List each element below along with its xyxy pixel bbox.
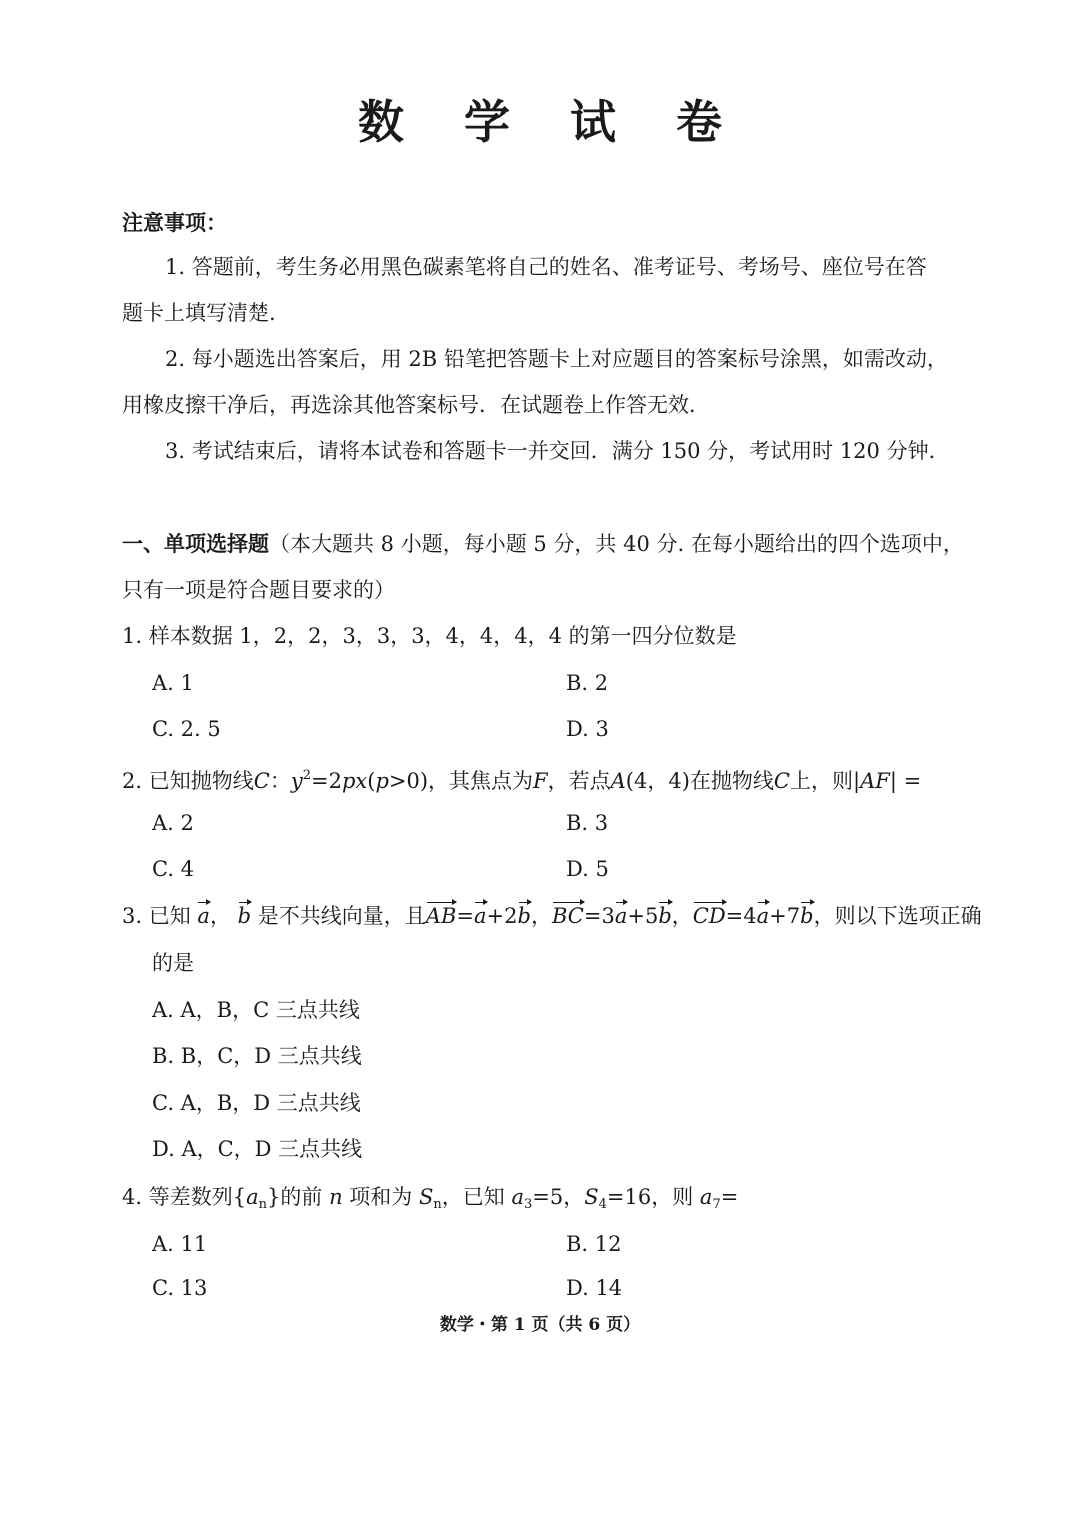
notice-item-1-line-2: 题卡上填写清楚. (122, 301, 276, 325)
question-4-option-d: D. 14 (566, 1276, 623, 1300)
question-4-option-b: B. 12 (566, 1232, 622, 1256)
question-4-option-a: A. 11 (152, 1232, 208, 1256)
question-2-option-c: C. 4 (152, 857, 195, 881)
vector-b: b (238, 901, 251, 931)
notice-item-3: 3. 考试结束后，请将本试卷和答题卡一并交回．满分 150 分，考试用时 120 分钟． (165, 439, 950, 463)
question-2-option-b: B. 3 (566, 811, 609, 835)
page-footer: 数学・第 1 页（共 6 页） (439, 1315, 641, 1335)
question-3-stem-line-2: 的是 (152, 951, 194, 975)
section-1-heading-line (122, 529, 964, 559)
question-4-stem: 4. 等差数列$\{a_n\}$的前 n 项和为 $S_n$，已知 $a_3=5$，$S_4=16$，则 $a_7=$ (122, 1185, 739, 1212)
question-3-option-a: A. A，B，C 三点共线 (152, 998, 360, 1022)
page-title: 数 学 试 卷 (357, 95, 745, 149)
notice-item-2-line-2: 用橡皮擦干净后，再选涂其他答案标号．在试题卷上作答无效． (122, 393, 710, 417)
question-1-option-d: D. 3 (566, 717, 609, 741)
notice-item-2-line-1: 2. 每小题选出答案后，用 2B 铅笔把答题卡上对应题目的答案标号涂黑，如需改动， (165, 347, 948, 371)
question-2-option-d: D. 5 (566, 857, 609, 881)
vector-ab: AB (426, 901, 457, 931)
question-1-option-c: C. 2. 5 (152, 717, 221, 741)
vector-a: a (197, 901, 210, 931)
notice-item-1-line-1: 1. 答题前，考生务必用黑色碳素笔将自己的姓名、准考证号、考场号、座位号在答 (165, 255, 927, 279)
section-1-description-line-2: 只有一项是符合题目要求的） (122, 578, 395, 602)
question-3-stem: 3. 已知 a， b 是不共线向量，且AB=a+2b，BC=3a+5b，CD=4a+7b，则以下选项正确 (122, 901, 982, 931)
question-3-option-b: B. B，C，D 三点共线 (152, 1044, 362, 1068)
vector-cd: CD (693, 901, 726, 931)
question-4-option-c: C. 13 (152, 1276, 208, 1300)
notice-heading: 注意事项： (122, 210, 227, 235)
question-2-option-a: A. 2 (152, 811, 194, 835)
question-3-option-d: D. A，C，D 三点共线 (152, 1137, 363, 1161)
vector-bc: BC (552, 901, 584, 931)
question-3-option-c: C. A，B，D 三点共线 (152, 1091, 361, 1115)
question-1-option-a: A. 1 (152, 671, 194, 695)
question-1-stem: 1. 样本数据 1，2，2，3，3，3，4，4，4，4 的第一四分位数是 (122, 624, 737, 648)
section-1-heading: 一、单项选择题 (122, 531, 269, 556)
section-1-description: （本大题共 8 小题，每小题 5 分，共 40 分. 在每小题给出的四个选项中， (269, 532, 964, 556)
question-2-stem: 2. 已知抛物线C：$y^2=2px(p>0)$，其焦点为F，若点A(4，4)在抛物线C上，则|AF| = (122, 768, 922, 793)
question-1-option-b: B. 2 (566, 671, 609, 695)
